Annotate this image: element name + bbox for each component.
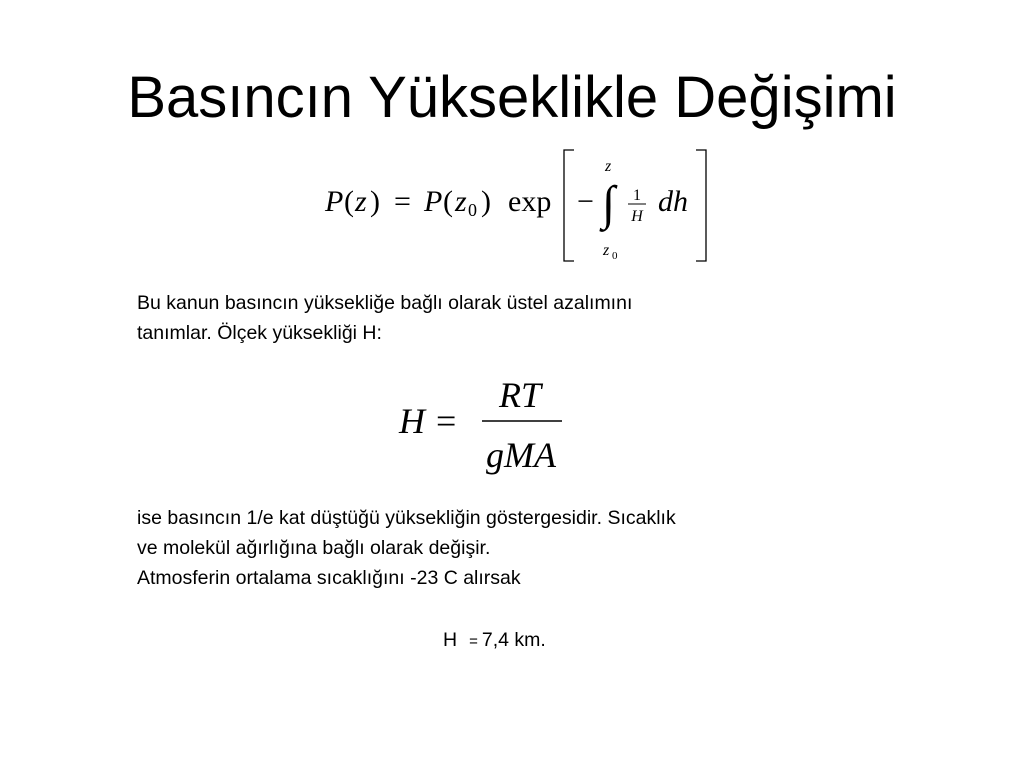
fraction-denominator: gMA — [486, 435, 556, 475]
minus-sign: − — [577, 185, 594, 218]
result-line — [443, 626, 546, 656]
integral-sign: ∫ — [602, 177, 616, 230]
result-equals: = — [469, 633, 478, 650]
right-bracket — [696, 150, 706, 261]
paragraph-1-line-1: Bu kanun basıncın yüksekliğe bağlı olarak üstel azalımını — [137, 292, 633, 314]
svg-text:(: ( — [443, 185, 453, 218]
svg-text:): ) — [481, 185, 491, 218]
equals-sign: = — [436, 401, 457, 441]
paragraph-2 — [137, 503, 897, 593]
paragraph-1 — [137, 288, 857, 348]
paragraph-2-line-2: ve molekül ağırlığına bağlı olarak değişir. — [137, 537, 491, 559]
integral-upper-limit: z — [605, 158, 612, 175]
svg-text:z: z — [355, 185, 367, 218]
paragraph-1-line-2: tanımlar. Ölçek yüksekliği H: — [137, 322, 382, 344]
integrand-denominator: H — [631, 208, 643, 225]
svg-text:0: 0 — [612, 250, 618, 262]
exp-function: exp — [508, 185, 552, 218]
svg-text:): ) — [370, 185, 380, 218]
differential: dh — [658, 185, 688, 218]
scale-height-lhs: H — [399, 401, 425, 441]
slide-title: Basıncın Yükseklikle Değişimi — [127, 65, 897, 130]
equals-sign: = — [394, 185, 411, 218]
paragraph-2-line-1: ise basıncın 1/e kat düştüğü yüksekliğin göstergesidir. Sıcaklık — [137, 507, 676, 529]
fraction-numerator: RT — [498, 375, 542, 415]
formula-lhs: P — [325, 185, 344, 218]
result-value: 7,4 km. — [481, 629, 546, 651]
integrand-numerator: 1 — [633, 187, 641, 204]
pressure-formula — [300, 140, 730, 270]
paragraph-2-line-3: Atmosferin ortalama sıcaklığını -23 C alırsak — [137, 567, 521, 589]
scale-height-formula — [390, 370, 590, 480]
svg-text:(: ( — [344, 185, 354, 218]
formula-rhs-factor: P — [424, 185, 443, 218]
svg-text:z: z — [455, 185, 467, 218]
left-bracket — [564, 150, 574, 261]
integral-lower-limit: z — [603, 242, 610, 259]
svg-text:0: 0 — [468, 200, 477, 220]
result-variable: H — [443, 629, 458, 651]
